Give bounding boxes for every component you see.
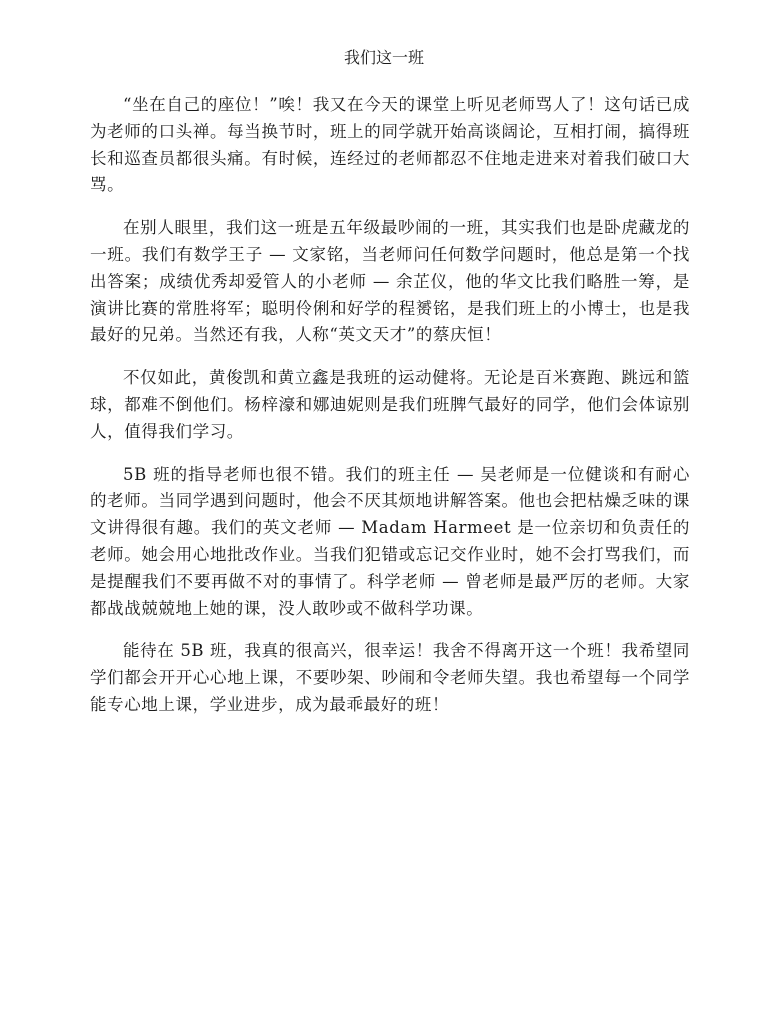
- paragraph-1: “坐在自己的座位！”唉！我又在今天的课堂上听见老师骂人了！这句话已成为老师的口头禅。每当换节时，班上的同学就开始高谈阔论，互相打闹，搞得班长和巡查员都很头痛。有时候，连经过的老师都忍不住地走进来对着我们破口大骂。: [90, 95, 690, 195]
- paragraph-5: 能待在 5B 班，我真的很高兴，很幸运！我舍不得离开这一个班！我希望同学们都会开开心心地上课，不要吵架、吵闹和令老师失望。我也希望每一个同学能专心地上课，学业进步，成为最乖最好的班！: [90, 641, 690, 714]
- paragraph-2: 在别人眼里，我们这一班是五年级最吵闹的一班，其实我们也是卧虎藏龙的一班。我们有数学王子 — 文家铭，当老师问任何数学问题时，他总是第一个找出答案；成绩优秀却爱管人的小老师 — 余芷仪，他的华文比我们略胜一筹，是演讲比赛的常胜将军；聪明伶俐和好学的程赟铭，是我们班上的小博士，也是我最好的兄弟。当然还有我，人称“英文天才”的蔡庆恒！: [90, 218, 690, 345]
- paragraph-3: 不仅如此，黄俊凯和黄立鑫是我班的运动健将。无论是百米赛跑、跳远和篮球，都难不倒他们。杨梓濠和娜迪妮则是我们班脾气最好的同学，他们会体谅别人，值得我们学习。: [90, 368, 690, 441]
- paragraph-4: 5B 班的指导老师也很不错。我们的班主任 — 吴老师是一位健谈和有耐心的老师。当同学遇到问题时，他会不厌其烦地讲解答案。他也会把枯燥乏味的课文讲得很有趣。我们的英文老师 — Madam Harmeet 是一位亲切和负责任的老师。她会用心地批改作业。当我们犯错或忘记交作业时，她不会打骂我们，而是提醒我们不要再做不对的事情了。科学老师 — 曾老师是最严厉的老师。大家都战战兢兢地上她的课，没人敢吵或不做科学功课。: [90, 464, 690, 618]
- document-body: [90, 92, 690, 735]
- document-title: 我们这一班: [343, 48, 424, 67]
